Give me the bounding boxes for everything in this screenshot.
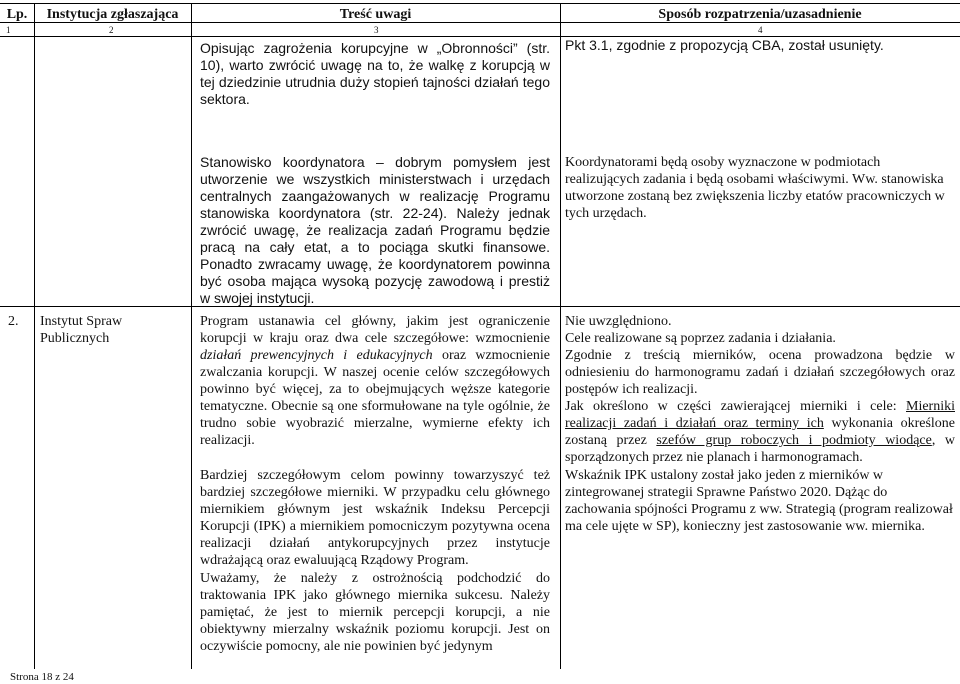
column-number-3: 3 <box>374 25 379 35</box>
comment-obronnosc: Opisując zagrożenia korupcyjne w „Obronności” (str. 10), warto zwrócić uwagę na to, że walkę z korupcją w tej dziedzinie utrudnia duży stopień tajności działań tego sektora. <box>200 40 550 107</box>
header-resolution: Sposób rozpatrzenia/uzasadnienie <box>658 7 862 22</box>
header-lp: Lp. <box>6 7 28 22</box>
comment-koordynator: Stanowisko koordynatora – dobrym pomysłem jest utworzenie we wszystkich ministerstwach i urzędach centralnych zaangażowanych w realizację Programu stanowiska koordynatora (str. 22-24). Należy jednak zwrócić uwagę, że realizacja zadań Programu będzie pracą na cały etat, a to pociąga skutki finansowe. Ponadto zwracamy uwagę, że koordynatorem powinna być osoba mająca wysoką pozycję zawodową i prestiż w swojej instytucji. <box>200 154 550 306</box>
resolution-cele-p3-underline-2: szefów grup roboczych i podmioty wiodące <box>656 433 932 448</box>
comment-cele-emphasis: działań prewencyjnych i edukacyjnych <box>200 348 433 363</box>
resolution-cele-p3 <box>565 398 955 466</box>
resolution-cele-p1: Cele realizowane są poprzez zadania i działania. <box>565 331 836 346</box>
resolution-cele-p3-text-1: Jak określono w części zawierającej mierniki i cele: <box>565 399 906 414</box>
resolution-ipk: Wskaźnik IPK ustalony został jako jeden z mierników w zintegrowanej strategii Sprawne Państwo 2020. Dążąc do zachowania spójności Programu z ww. Strategią (program realizował ma cele ujęte w SP), konieczny jest zastosowanie ww. miernika. <box>565 468 953 534</box>
page-number: Strona 18 z 24 <box>10 671 74 683</box>
resolution-cele-p2: Zgodnie z treścią mierników, ocena prowadzona będzie w odniesieniu do harmonogramu zadań i działań szczegółowych oraz postępów ich realizacji. <box>565 348 955 397</box>
header-institution: Instytucja zgłaszająca <box>46 7 179 22</box>
comment-cele-text-1: Program ustanawia cel główny, jakim jest ograniczenie korupcji w kraju oraz dwa cele szczegółowe: wzmocnienie <box>200 314 550 346</box>
table-top-border <box>0 3 960 4</box>
column-number-4: 4 <box>758 25 763 35</box>
column-divider-3 <box>560 3 561 669</box>
resolution-obronnosc: Pkt 3.1, zgodnie z propozycją CBA, został usunięty. <box>565 37 884 53</box>
row-number: 2. <box>8 314 19 329</box>
institution-name: Instytut Spraw Publicznych <box>40 314 123 346</box>
resolution-cele <box>565 313 955 466</box>
resolution-cele-p3-text-3: , w sporządzonych przez nie planach i harmonogramach. <box>565 433 955 465</box>
column-divider-1 <box>34 3 35 669</box>
resolution-cele-p3-text-2: wykonania określone zostaną przez <box>565 416 956 448</box>
column-divider-2 <box>191 3 192 669</box>
column-number-1: 1 <box>6 25 11 35</box>
comment-cele <box>200 313 550 449</box>
comment-cele-text-2: oraz wzmocnienie zwalczania korupcji. W naszej ocenie celów szczegółowych powinno być więcej, za to obejmujących węższe kategorie tematyczne. Obecnie są one sformułowane na tyle ogólnie, że trudno sobie wyobrazić mierzalne, wymierne efekty ich realizacji. <box>200 348 550 448</box>
resolution-cele-p3-underline-1: Mierniki realizacji zadań i działań oraz terminy ich <box>565 399 955 431</box>
resolution-koordynator: Koordynatorami będą osoby wyznaczone w podmiotach realizujących zadania i będą osobami właściwymi. Ww. stanowiska utworzone zostaną bez zwiększenia liczby etatów pracowniczych w tych urzędach. <box>565 155 945 221</box>
column-number-2: 2 <box>109 25 114 35</box>
resolution-cele-status: Nie uwzględniono. <box>565 314 672 329</box>
header-content: Treść uwagi <box>339 7 412 22</box>
comment-mierniki: Bardziej szczegółowym celom powinny towarzyszyć też bardziej szczegółowe mierniki. W przypadku celu głównego miernikiem głównym jest wskaźnik Indeksu Percepcji Korupcji (IPK) a miernikiem pomocniczym pozytywna ocena realizacji działań antykorupcyjnych przez instytucje wdrażającą oraz ewaluującą Rządowy Program. <box>200 468 550 568</box>
comment-ipk: Uważamy, że należy z ostrożnością podchodzić do traktowania IPK jako głównego miernika sukcesu. Należy pamiętać, że jest to miernik percepcji korupcji, a nie obiektywny mierzalny wskaźnik poziomu korupcji. Jest on oczywiście pomocny, ale nie powinien być jedynym <box>200 571 550 654</box>
